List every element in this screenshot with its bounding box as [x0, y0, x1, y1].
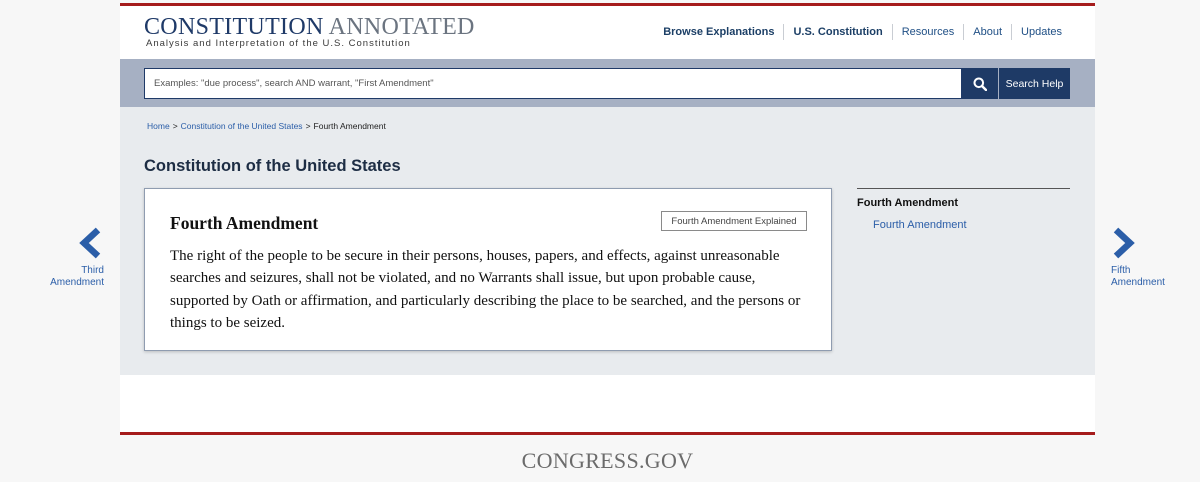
main-content	[120, 107, 1095, 375]
breadcrumb	[147, 121, 386, 131]
search-input[interactable]	[145, 69, 963, 98]
site-header	[120, 6, 1095, 59]
footer-accent-bar	[120, 432, 1095, 435]
sidebar-toc	[857, 188, 1070, 231]
amendment-card	[144, 188, 832, 351]
nav-resources[interactable]: Resources	[892, 24, 964, 40]
search-help-button[interactable]: Search Help	[999, 68, 1070, 99]
content-footer-space	[120, 375, 1095, 433]
nav-updates[interactable]: Updates	[1011, 24, 1071, 40]
main-nav	[654, 24, 1071, 40]
chevron-left-icon	[40, 224, 120, 260]
logo-annotated: ANNOTATED	[328, 14, 475, 40]
amendment-heading: Fourth Amendment	[170, 213, 319, 233]
explained-button[interactable]: Fourth Amendment Explained	[661, 211, 807, 231]
congress-gov-logo[interactable]: CONGRESS.GOV	[521, 448, 694, 473]
next-amendment-link[interactable]	[1106, 224, 1186, 289]
prev-label-line2: Amendment	[50, 277, 104, 288]
next-label-line1: Fifth	[1111, 265, 1131, 276]
nav-browse-explanations[interactable]: Browse Explanations	[663, 26, 775, 38]
sidebar-link-fourth-amendment[interactable]: Fourth Amendment	[873, 219, 967, 231]
page	[120, 0, 1095, 482]
chevron-right-icon	[1106, 224, 1186, 260]
page-title: Constitution of the United States	[144, 157, 401, 175]
search-button[interactable]	[962, 68, 998, 99]
breadcrumb-current: Fourth Amendment	[313, 121, 386, 131]
breadcrumb-home[interactable]: Home	[147, 121, 170, 131]
amendment-text: The right of the people to be secure in their persons, houses, papers, and effects, against unreasonable searches and seizures, shall not be violated, and no Warrants shall issue, but upon probable cause, supported by Oath or affirmation, and particularly describing the place to be searched, and the persons or things to be seized.	[170, 248, 801, 331]
prev-label-line1: Third	[81, 265, 104, 276]
site-logo[interactable]	[144, 15, 475, 39]
sidebar-heading: Fourth Amendment	[857, 197, 959, 209]
prev-amendment-link[interactable]	[40, 224, 120, 289]
breadcrumb-separator: >	[305, 121, 311, 131]
next-label-line2: Amendment	[1111, 277, 1165, 288]
search-box	[144, 68, 962, 99]
logo-subtitle: Analysis and Interpretation of the U.S. Constitution	[146, 38, 411, 49]
search-band	[120, 59, 1095, 107]
nav-about[interactable]: About	[963, 24, 1011, 40]
search-icon	[973, 77, 987, 91]
logo-constitution: CONSTITUTION	[144, 14, 324, 40]
nav-us-constitution[interactable]: U.S. Constitution	[783, 24, 891, 40]
breadcrumb-constitution[interactable]: Constitution of the United States	[180, 121, 303, 131]
breadcrumb-separator: >	[172, 121, 178, 131]
